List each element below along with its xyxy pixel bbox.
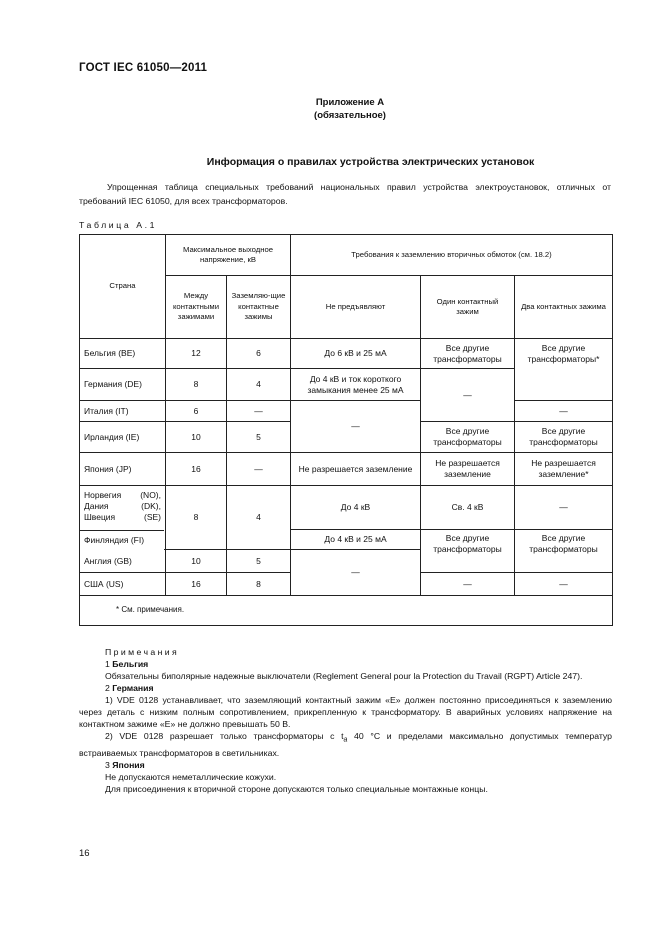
requirement-cell: — [291, 550, 421, 596]
header-grounded-terminals: Заземляю-щие контактные зажимы [227, 276, 291, 339]
note-number: 2 [105, 683, 110, 693]
section-title: Информация о правилах устройства электрических установок [206, 156, 535, 168]
requirement-cell: Все другие трансформаторы* [515, 339, 613, 401]
requirement-cell: — [291, 401, 421, 453]
note-number: 1 [105, 659, 110, 669]
country-cell: Бельгия (BE) [80, 339, 166, 369]
page-number: 16 [79, 848, 90, 859]
value-cell: 6 [227, 339, 291, 369]
value-cell: 10 [166, 422, 227, 453]
value-cell: 16 [166, 453, 227, 486]
requirement-cell: До 4 кВ и 25 мА [291, 530, 421, 550]
requirement-cell: — [515, 401, 613, 422]
country-cell: Норвегия (NO), Дания (DK), Швеция (SE) [80, 486, 166, 550]
requirements-table [79, 234, 613, 626]
country-cell: США (US) [80, 573, 166, 596]
requirement-cell: Не разрешается заземление* [515, 453, 613, 486]
note-text-part: 40 °C и пределами максимально допустимых температур встраиваемых трансформаторов в светильниках. [79, 731, 612, 758]
note-text [79, 730, 612, 759]
value-cell: — [227, 453, 291, 486]
value-cell: 16 [166, 573, 227, 596]
value-cell: — [227, 401, 291, 422]
requirement-cell: — [421, 369, 515, 422]
value-cell: 8 [166, 486, 227, 550]
value-cell: 8 [227, 573, 291, 596]
value-cell: 5 [227, 422, 291, 453]
value-cell: 5 [227, 550, 291, 573]
table-row [80, 339, 613, 369]
requirement-cell: До 4 кВ и ток короткого замыкания менее 25 мА [291, 369, 421, 401]
note-text-subscript: a [343, 736, 348, 744]
table-footnote: * См. примечания. [80, 596, 613, 626]
annex-subtitle: (обязательное) [314, 110, 386, 121]
note-number: 3 [105, 759, 110, 770]
country-cell: Англия (GB) [80, 550, 166, 573]
requirement-cell: Не разрешается заземление [291, 453, 421, 486]
requirement-cell: Все другие трансформаторы [515, 422, 613, 453]
header-one-terminal: Один контактный зажим [421, 276, 515, 339]
requirement-cell: — [515, 486, 613, 530]
country-cell: Италия (IT) [80, 401, 166, 422]
country-cell: Ирландия (IE) [80, 422, 166, 453]
value-cell: 12 [166, 339, 227, 369]
document-header: ГОСТ IEC 61050—2011 [79, 62, 208, 74]
requirement-cell: — [421, 573, 515, 596]
note-text: 1) VDE 0128 устанавливает, что заземляющий контактный зажим «Е» должен постоянно присоединяться к заземлению через деталь с низким полным сопротивлением, прикрепленную к трансформатору. В аварийных условиях напряжение на контактном зажиме «Е» не должно превышать 50 В. [79, 695, 612, 729]
requirement-cell: — [515, 573, 613, 596]
value-cell: 8 [166, 369, 227, 401]
table-label: Таблица А.1 [79, 220, 158, 230]
notes-section [79, 646, 612, 795]
header-two-terminals: Два контактных зажима [515, 276, 613, 339]
value-cell: 6 [166, 401, 227, 422]
header-no-requirements: Не предъявляют [291, 276, 421, 339]
requirement-cell: Не разрешается заземление [421, 453, 515, 486]
note-text: Для присоединения к вторичной стороне допускаются только специальные монтажные концы. [105, 783, 488, 794]
requirement-cell: Все другие трансформаторы [515, 530, 613, 573]
country-cell: Германия (DE) [80, 369, 166, 401]
note-text-part: 2) VDE 0128 разрешает только трансформаторы с t [105, 731, 344, 741]
header-country: Страна [80, 235, 166, 339]
header-between-terminals: Между контактными зажимами [166, 276, 227, 339]
value-cell: 10 [166, 550, 227, 573]
requirement-cell: Все другие трансформаторы [421, 339, 515, 369]
requirement-cell: До 4 кВ [291, 486, 421, 530]
requirement-cell: Все другие трансформаторы [421, 422, 515, 453]
country-cell-finland-wrapper [80, 530, 164, 550]
table-row [80, 453, 613, 486]
note-country: Германия [112, 683, 154, 693]
notes-heading: Примечания [105, 647, 180, 657]
requirement-cell: До 6 кВ и 25 мА [291, 339, 421, 369]
note-country: Бельгия [112, 659, 149, 669]
country-cell: Финляндия (FI) [84, 535, 145, 545]
note-text: Обязательны биполярные надежные выключатели (Reglement General pour la Protection du Travail (RGPT) Article 247). [105, 671, 583, 681]
header-max-voltage: Максимальное выходное напряжение, кВ [166, 235, 291, 276]
requirement-cell: Все другие трансформаторы [421, 530, 515, 573]
value-cell: 4 [227, 369, 291, 401]
table-row [80, 486, 613, 530]
annex-title: Приложение А [315, 97, 385, 108]
country-cell: Япония (JP) [80, 453, 166, 486]
intro-paragraph: Упрощенная таблица специальных требований национальных правил устройства электроустановок, отличных от требований IEC 61050, для всех трансформаторов. [79, 182, 611, 206]
header-grounding-requirements: Требования к заземлению вторичных обмоток (см. 18.2) [291, 235, 613, 276]
note-text: Не допускаются неметаллические кожухи. [105, 771, 277, 782]
requirement-cell: Св. 4 кВ [421, 486, 515, 530]
note-country: Япония [112, 759, 145, 770]
table-row [80, 401, 613, 422]
value-cell: 4 [227, 486, 291, 550]
